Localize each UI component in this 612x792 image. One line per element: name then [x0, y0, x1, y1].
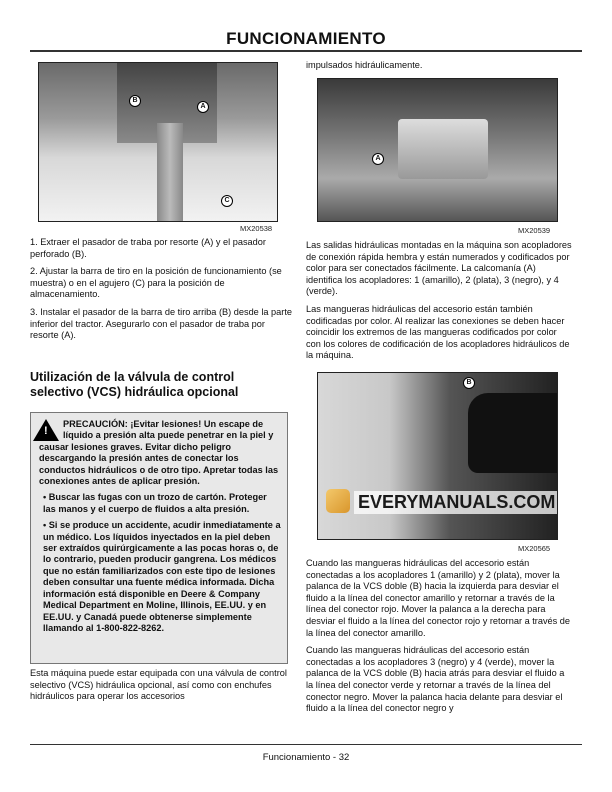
callout-a: A	[197, 101, 209, 113]
watermark-logo	[326, 489, 350, 513]
left-lower-column	[30, 412, 288, 703]
vcs-1-2-paragraph: Cuando las mangueras hidráulicas del accesorio están conectadas a los acopladores 1 (amarillo) y 2 (plata), mover la palanca de la VCS doble (B) hacia la izquierda para desviar el fluido a la línea del conector amarillo y retornar a través de la línea del conector rojo. Mover la palanca a la derecha para desviar el fluido a la línea del conector rojo y retornar a través de la línea del conector amarillo.	[306, 558, 571, 638]
vcs-3-4-paragraph: Cuando las mangueras hidráulicas del accesorio están conectadas a los acopladores 3 (negro) y 4 (verde), mover la palanca de la VCS doble (B) hacia atrás para desviar el fluido a la línea del conector verde y retornar a través de la línea del conector negro. Mover la palanca hacia delante para desviar el fluido a la línea del conector negro y	[306, 645, 565, 714]
callout-b: B	[463, 377, 475, 389]
right-text-2	[306, 558, 572, 721]
header-rule	[30, 50, 582, 52]
section-heading: Utilización de la válvula de control selectivo (VCS) hidráulica opcional	[30, 370, 239, 399]
couplers-paragraph: Las salidas hidráulicas montadas en la máquina son acopladores de conexión rápida hembra y están numerados y codificados por color para ser conectados fácilmente. La calcomanía (A) identifica los acopladores: 1 (amarillo), 2 (plata), 3 (negro), y 4 (verde).	[306, 240, 572, 297]
step-2: 2. Ajustar la barra de tiro en la posición de funcionamiento (se muestra) o en el agujero (C) para la posición de almacenamiento.	[30, 266, 282, 300]
callout-a: A	[372, 153, 384, 165]
drawbar-photo	[38, 62, 278, 222]
step-1: 1. Extraer el pasador de traba por resorte (A) y el pasador perforado (B).	[30, 237, 266, 259]
caution-bullet: • Buscar las fugas con un trozo de cartón. Proteger las manos y el cuerpo de fluidos a alta presión.	[43, 492, 267, 514]
page-title: FUNCIONAMIENTO	[226, 29, 386, 48]
continued-text: impulsados hidráulicamente.	[306, 60, 423, 70]
warning-triangle-icon: !	[33, 419, 59, 441]
steps-list	[30, 237, 292, 348]
caution-bullet: • Si se produce un accidente, acudir inmediatamente a un médico. Los líquidos inyectados en la piel deben ser extraídos quirúrgicamente a las pocas horas o, de lo contrario, pueden producir gangrena. Los médicos que no están familiarizados con este tipo de lesiones deben consultar una fuente médica informada. Dicha información está disponible en Deere & Company Medical Department en Moline, Illinois, EE.UU. y en EE.UU. y Canadá puede obtenerse simplemente llamando al 1-800-822-8262.	[43, 520, 281, 633]
figure-id: MX20538	[240, 224, 273, 233]
caution-text: PRECAUCIÓN: ¡Evitar lesiones! Un escape de líquido a presión alta puede penetrar en la piel y causar lesiones graves. Evitar dicho peligro descargando la presión antes de conectar los conductos hidráulicos o de otro tipo. Apretar todas las conexiones antes de aplicar presión.	[39, 419, 279, 487]
watermark: EVERYMANUALS.COM	[354, 491, 558, 514]
footer-rule	[30, 744, 582, 745]
right-text-1	[306, 240, 572, 368]
page-number: Funcionamiento - 32	[262, 752, 350, 763]
figure-id: MX20539	[518, 226, 551, 235]
vcs-lever-photo	[317, 372, 558, 540]
step-3: 3. Instalar el pasador de la barra de tiro arriba (B) desde la parte inferior del tractor. Asegurarlo con el pasador de traba por resorte (A).	[30, 306, 292, 341]
figure-id: MX20565	[518, 544, 551, 553]
caution-box	[30, 412, 288, 664]
intro-paragraph: Esta máquina puede estar equipada con una válvula de control selectivo (VCS) hidráulica opcional, así como con enchufes hidráulicos para operar los accesorios	[30, 668, 287, 702]
callout-c: C	[221, 195, 233, 207]
hoses-paragraph: Las mangueras hidráulicas del accesorio están también codificadas por color. Al realizar las conexiones se deben hacer coincidir los extremos de las mangueras codificados por color con los colores de codificación de los acopladores hidráulicos de la máquina.	[306, 303, 570, 361]
callout-b: B	[129, 95, 141, 107]
couplers-photo	[317, 78, 558, 222]
